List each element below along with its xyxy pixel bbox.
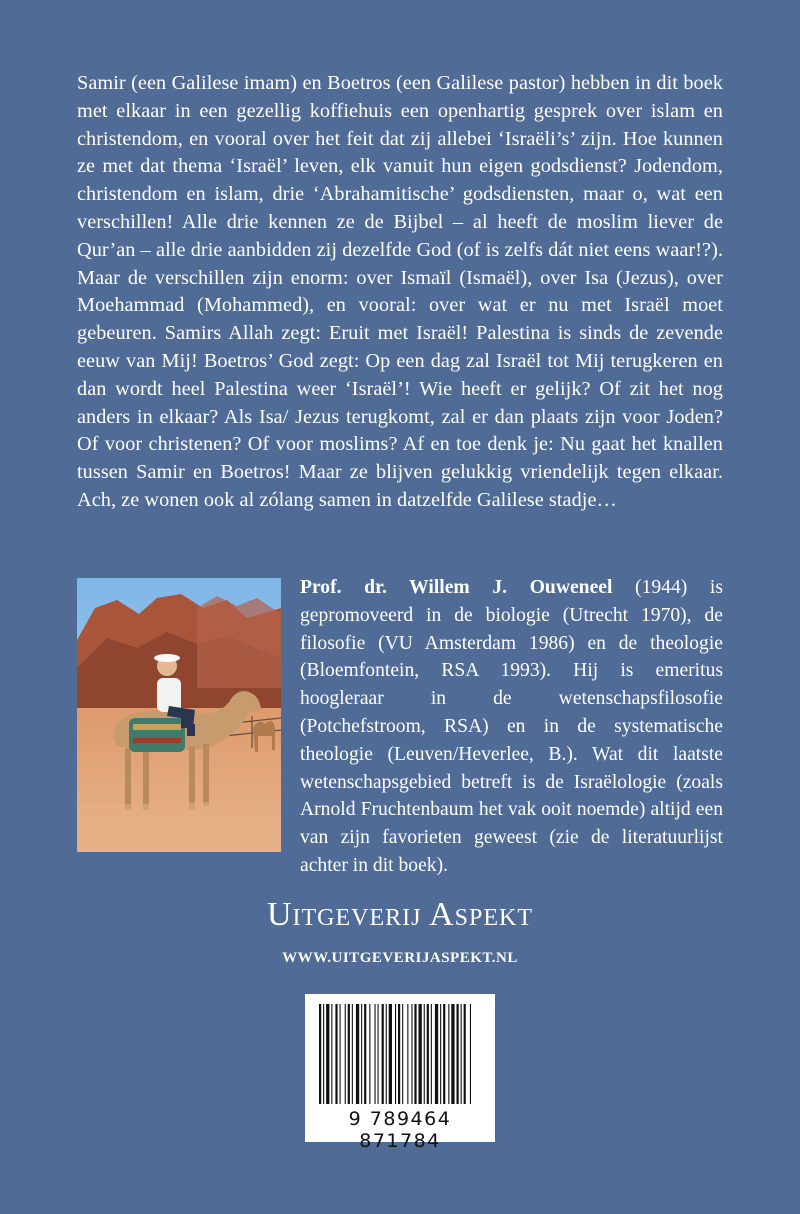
barcode-bar xyxy=(451,1004,454,1104)
barcode-bar xyxy=(382,1004,384,1104)
author-photo xyxy=(77,578,281,852)
isbn-barcode xyxy=(305,994,495,1152)
barcode-bar xyxy=(375,1004,376,1104)
barcode-bar xyxy=(435,1004,438,1104)
barcode-bar xyxy=(407,1004,408,1104)
barcode-bar xyxy=(457,1004,459,1104)
barcode-bar xyxy=(424,1004,425,1104)
barcode-bar xyxy=(356,1004,359,1104)
publisher-name: Uitgeverij Aspekt xyxy=(266,896,534,933)
barcode-bar xyxy=(431,1004,432,1104)
barcode-bar xyxy=(470,1004,471,1104)
author-bio xyxy=(300,574,723,880)
barcode-bar xyxy=(389,1004,392,1104)
publisher-website[interactable]: WWW.UITGEVERIJASPEKT.NL xyxy=(282,950,518,966)
author-on-camel-image xyxy=(77,578,281,852)
barcode-bar xyxy=(335,1004,337,1104)
barcode-bar xyxy=(340,1004,341,1104)
back-cover-blurb: Samir (een Galilese imam) en Boetros (een Galilese pastor) hebben in dit boek met elkaar in een gezellig koffiehuis een openhartig gesprek over islam en christendom, en vooral over het feit dat zij allebei ‘Israëli’s’ zijn. Hoe kunnen ze met dat thema ‘Israël’ leven, elk vanuit hun eigen godsdienst? Jodendom, christendom en islam, drie ‘Abrahamitische’ godsdiensten, maar o, wat een verschillen! Alle drie kennen ze de Bijbel – al heeft de moslim liever de Qur’an – alle drie aanbidden zij dezelfde God (of is zelfs dát niet eens waar!?). Maar de verschillen zijn enorm: over Ismaïl (Ismaël), over Isa (Jezus), over Moehammad (Mohammed), en vooral: over wat er nu met Israël moet gebeuren. Samirs Allah zegt: Eruit met Israël! Palestina is sinds de zevende eeuw van Mij! Boetros’ God zegt: Op een dag zal Israël tot Mij terugkeren en dan wordt heel Palestina weer ‘Israël’! Wie heeft er gelijk? Of zit het nog anders in elkaar? Als Isa/ Jezus terugkomt, zal er dan plaats zijn voor Joden? Of voor christenen? Of voor moslims? Af en toe denk je: Nu gaat het knallen tussen Samir en Boetros! Maar ze blijven gelukkig vriendelijk tegen elkaar. Ach, ze wonen ook al zólang samen in datzelfde Galilese stadje… xyxy=(77,72,723,511)
barcode-bar xyxy=(352,1004,353,1104)
barcode-bar xyxy=(361,1004,362,1104)
author-bio-text: (1944) is gepromoveerd in de biologie (Utrecht 1970), de filosofie (VU Amsterdam 1986) en de theologie (Bloemfontein, RSA 1993). Hij is emeritus hoogleraar in de wetenschapsfilosofie (Potchefstroom, RSA) en in de systematische theologie (Leuven/Heverlee, B.). Wat dit laatste wetenschapsgebied betreft is de Israëlologie (zoals Arnold Fruchtenbaum het vak ooit noemde) altijd een van zijn favorieten geweest (zie de literatuurlijst achter in dit boek). xyxy=(300,577,723,876)
barcode-bar xyxy=(427,1004,429,1104)
barcode-bars xyxy=(305,994,495,1110)
barcode-bar xyxy=(331,1004,332,1104)
barcode-bar xyxy=(326,1004,329,1104)
barcode-bar xyxy=(419,1004,422,1104)
barcode-bar xyxy=(464,1004,466,1104)
barcode-bar xyxy=(461,1004,462,1104)
barcode-bar xyxy=(364,1004,366,1104)
barcode-bar xyxy=(402,1004,403,1104)
barcode-bar xyxy=(395,1004,396,1104)
barcode-bar xyxy=(348,1004,350,1104)
isbn-number: 9 789464 871784 xyxy=(348,1108,452,1152)
barcode-bar xyxy=(398,1004,400,1104)
barcode-bar xyxy=(323,1004,324,1104)
barcode-bar xyxy=(369,1004,370,1104)
barcode-bar xyxy=(378,1004,379,1104)
barcode-bar xyxy=(319,1004,321,1104)
barcode-bar xyxy=(440,1004,441,1104)
barcode-bar xyxy=(414,1004,416,1104)
barcode-bar xyxy=(443,1004,445,1104)
author-name: Prof. dr. Willem J. Ouweneel xyxy=(300,577,613,598)
barcode-bar xyxy=(411,1004,412,1104)
barcode-bar xyxy=(448,1004,449,1104)
barcode-bar xyxy=(345,1004,346,1104)
barcode-bar xyxy=(386,1004,387,1104)
